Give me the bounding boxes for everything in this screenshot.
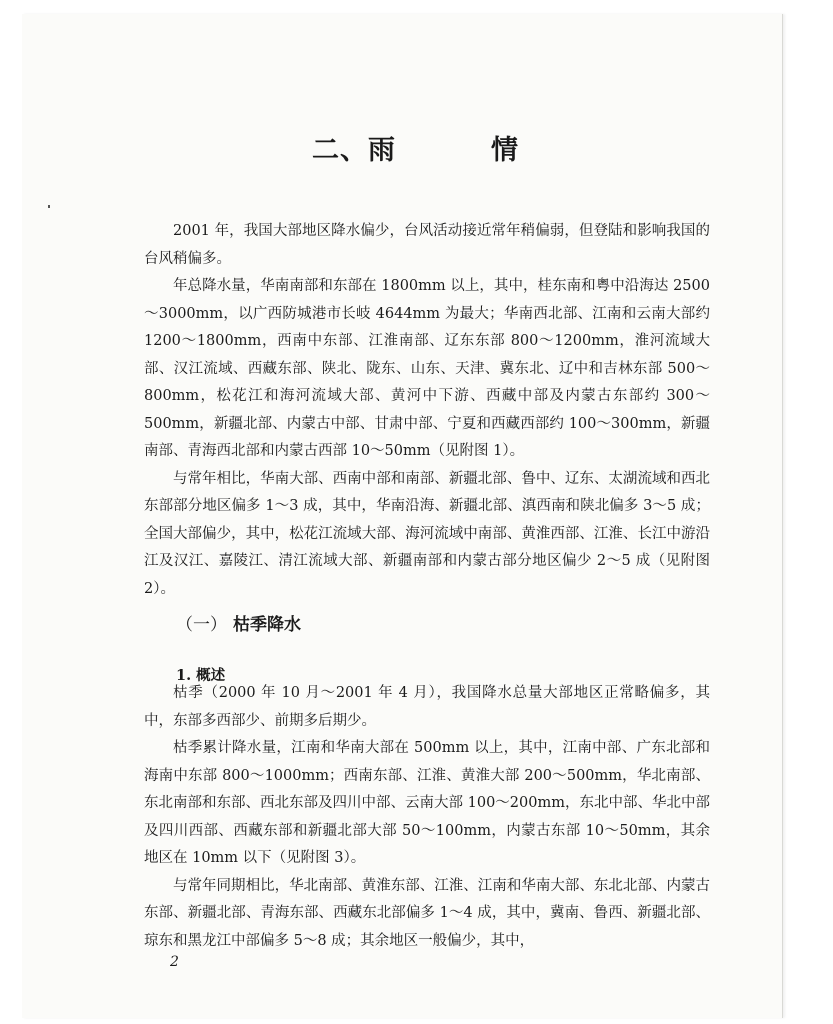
paragraph: 年总降水量，华南南部和东部在 1800mm 以上，其中，桂东南和粤中沿海达 2500～3000mm，以广西防城港市长岐 4644mm 为最大；华南西北部、江南和云南大部约 1200～1800mm，西南中东部、江淮南部、辽东东部 800～1200mm，淮河流域大部、汉江流域、西藏东部、陕北、陇东、山东、天津、冀东北、辽中和吉林东部 500～800mm，松花江和海河流域大部、黄河中下游、西藏中部及内蒙古东部约 300～500mm，新疆北部、内蒙古中部、甘肃中部、宁夏和西藏西部约 100～300mm，新疆南部、青海西北部和内蒙古西部 10～50mm（见附图 1）。 [144, 278, 710, 459]
chapter-title-part2: 情 [491, 135, 519, 166]
section-text-block [144, 680, 710, 955]
subsection-heading: 1. 概述 [176, 667, 226, 684]
section-number: （一） [176, 615, 227, 635]
paragraph: 与常年同期相比，华北南部、黄淮东部、江淮、江南和华南大部、东北北部、内蒙古东部、新疆北部、青海东部、西藏东北部偏多 1～4 成，其中，冀南、鲁西、新疆北部、琼东和黑龙江中部偏多 5～8 成；其余地区一般偏少，其中， [144, 877, 710, 949]
paragraph: 枯季累计降水量，江南和华南大部在 500mm 以上，其中，江南中部、广东北部和海南中东部 800～1000mm；西南东部、江淮、黄淮大部 200～500mm，华北南部、东北南部和东部、西北东部及四川中部、云南大部 100～200mm，东北中部、华北中部及四川西部、西藏东部和新疆北部大部 50～100mm，内蒙古东部 10～50mm，其余地区在 10mm 以下（见附图 3）。 [144, 740, 710, 866]
chapter-title [312, 128, 519, 167]
paragraph: 2001 年，我国大部地区降水偏少，台风活动接近常年稍偏弱，但登陆和影响我国的台风稍偏多。 [144, 223, 710, 267]
paragraph: 与常年相比，华南大部、西南中部和南部、新疆北部、鲁中、辽东、太湖流域和西北东部部分地区偏多 1～3 成，其中，华南沿海、新疆北部、滇西南和陕北偏多 3～5 成；全国大部偏少，其中，松花江流域大部、海河流域中南部、黄淮西部、江淮、长江中游沿江及汉江、嘉陵江、清江流域大部、新疆南部和内蒙古部分地区偏少 2～5 成（见附图 2）。 [144, 470, 710, 597]
paragraph: 枯季（2000 年 10 月～2001 年 4 月），我国降水总量大部地区正常略偏多，其中，东部多西部少、前期多后期少。 [144, 685, 710, 729]
chapter-title-part1: 二、雨 [312, 135, 396, 166]
scan-speck [48, 205, 50, 208]
intro-text-block [144, 218, 710, 603]
section-title: 枯季降水 [233, 615, 301, 635]
section-heading [176, 610, 301, 635]
page-number: 2 [170, 954, 179, 970]
